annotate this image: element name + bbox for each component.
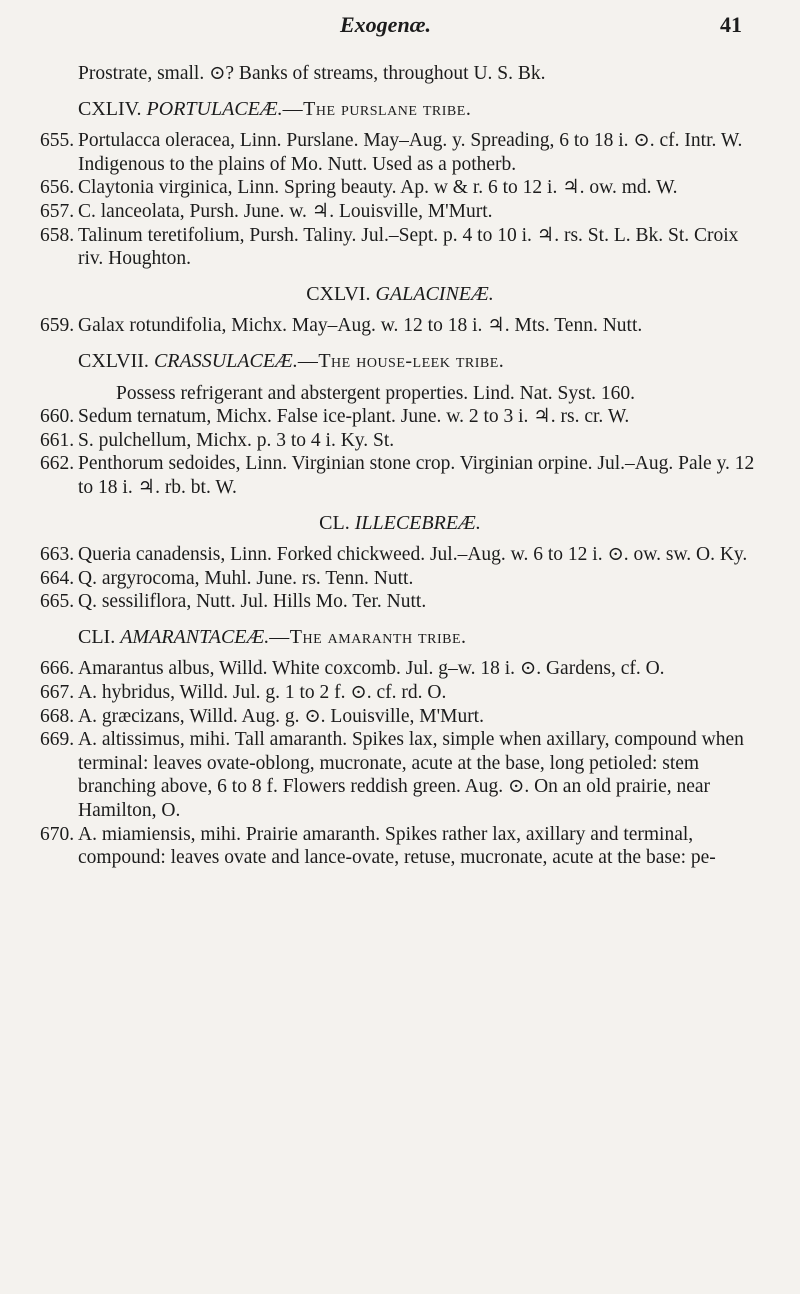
entry-number: 663. (40, 544, 75, 566)
species-entry (40, 129, 760, 176)
family-name: AMARANTACEÆ. (120, 625, 270, 648)
entry-text: A. miamiensis, mihi. Prairie amaranth. Spikes rather lax, axillary and terminal, compound: leaves ovate and lance-ovate, retuse, mucronate, acute at the base: pe- (78, 823, 716, 869)
entry-text: Talinum teretifolium, Pursh. Taliny. Jul.–Sept. p. 4 to 10 i. ♃. rs. St. L. Bk. St. Croix riv. Houghton. (78, 224, 739, 270)
family-heading (40, 512, 760, 536)
species-entry (40, 681, 760, 705)
entry-text: Amarantus albus, Willd. White coxcomb. Jul. g–w. 18 i. ⊙. Gardens, cf. O. (78, 658, 665, 680)
entry-text: Portulacca oleracea, Linn. Purslane. May–Aug. y. Spreading, 6 to 18 i. ⊙. cf. Intr. W. Indigenous to the plains of Mo. Nutt. Used as a potherb. (78, 130, 743, 175)
entry-number: 664. (40, 567, 75, 589)
page-body (40, 62, 760, 870)
entry-text: Galax rotundifolia, Michx. May–Aug. w. 12 to 18 i. ♃. Mts. Tenn. Nutt. (78, 315, 643, 337)
family-name: ILLECEBREÆ. (354, 511, 481, 534)
entry-text: A. hybridus, Willd. Jul. g. 1 to 2 f. ⊙. cf. rd. O. (78, 682, 447, 704)
entry-number: 660. (40, 406, 75, 428)
family-heading (40, 98, 760, 122)
species-entry (40, 176, 760, 200)
family-common-name: —The amaranth tribe. (269, 625, 467, 648)
entry-text: Q. argyrocoma, Muhl. June. rs. Tenn. Nutt. (78, 567, 414, 589)
species-entry (40, 590, 760, 614)
species-entry (40, 405, 760, 429)
family-number: CXLVII. (78, 349, 149, 372)
family-number: CXLIV. (78, 97, 142, 120)
entry-number: 662. (40, 453, 75, 475)
entry-text: A. altissimus, mihi. Tall amaranth. Spikes lax, simple when axillary, compound when terminal: leaves ovate-oblong, mucronate, acute at the base, long petioled: stem branching above, 6 to 8 f. Flowers reddish green. Aug. ⊙. On an old prairie, near Hamilton, O. (78, 729, 744, 822)
family-number: CLI. (78, 625, 116, 648)
species-entry (40, 543, 760, 567)
entry-text: Q. sessiliflora, Nutt. Jul. Hills Mo. Ter. Nutt. (78, 591, 427, 613)
family-name: PORTULACEÆ. (146, 97, 283, 120)
running-head (0, 12, 800, 42)
entry-number: 666. (40, 658, 75, 680)
family-name: GALACINEÆ. (375, 282, 494, 305)
entry-number: 659. (40, 315, 75, 337)
entry-number: 667. (40, 682, 75, 704)
species-entry (40, 823, 760, 870)
page-number: 41 (720, 12, 742, 37)
entry-number: 656. (40, 177, 75, 199)
intro-paragraph: Prostrate, small. ⊙? Banks of streams, throughout U. S. Bk. (78, 63, 546, 84)
species-entry (40, 567, 760, 591)
entry-number: 661. (40, 429, 75, 451)
species-entry (40, 705, 760, 729)
species-entry (40, 728, 760, 822)
entry-number: 668. (40, 705, 75, 727)
running-title: Exogenæ. (340, 12, 432, 37)
family-heading (40, 283, 760, 307)
entry-text: Sedum ternatum, Michx. False ice-plant. June. w. 2 to 3 i. ♃. rs. cr. W. (78, 406, 630, 428)
family-number: CXLVI. (306, 282, 371, 305)
entry-text: A. græcizans, Willd. Aug. g. ⊙. Louisville, M'Murt. (78, 705, 484, 727)
entry-text: Claytonia virginica, Linn. Spring beauty. Ap. w & r. 6 to 12 i. ♃. ow. md. W. (78, 177, 678, 199)
family-name: CRASSULACEÆ. (153, 349, 298, 372)
family-common-name: —The house-leek tribe. (297, 349, 505, 372)
family-heading (40, 626, 760, 650)
species-entry (40, 224, 760, 271)
species-entry (40, 452, 760, 499)
family-number: CL. (319, 511, 350, 534)
species-entry (40, 429, 760, 453)
entry-text: C. lanceolata, Pursh. June. w. ♃. Louisville, M'Murt. (78, 200, 493, 222)
species-entry (40, 200, 760, 224)
family-heading (40, 350, 760, 374)
species-entry (40, 657, 760, 681)
entry-number: 665. (40, 591, 75, 613)
entry-text: Penthorum sedoides, Linn. Virginian stone crop. Virginian orpine. Jul.–Aug. Pale y. 12 to 18 i. ♃. rb. bt. W. (78, 453, 755, 498)
entry-text: Queria canadensis, Linn. Forked chickweed. Jul.–Aug. w. 6 to 12 i. ⊙. ow. sw. O. Ky. (78, 544, 748, 566)
entry-text: S. pulchellum, Michx. p. 3 to 4 i. Ky. St. (78, 429, 395, 451)
entry-number: 655. (40, 130, 75, 152)
family-note: Possess refrigerant and abstergent properties. Lind. Nat. Syst. 160. (116, 382, 635, 404)
entry-number: 670. (40, 823, 75, 845)
entry-number: 669. (40, 729, 75, 751)
family-common-name: —The purslane tribe. (282, 97, 472, 120)
entry-number: 657. (40, 200, 75, 222)
entry-number: 658. (40, 224, 75, 246)
species-entry (40, 314, 760, 338)
